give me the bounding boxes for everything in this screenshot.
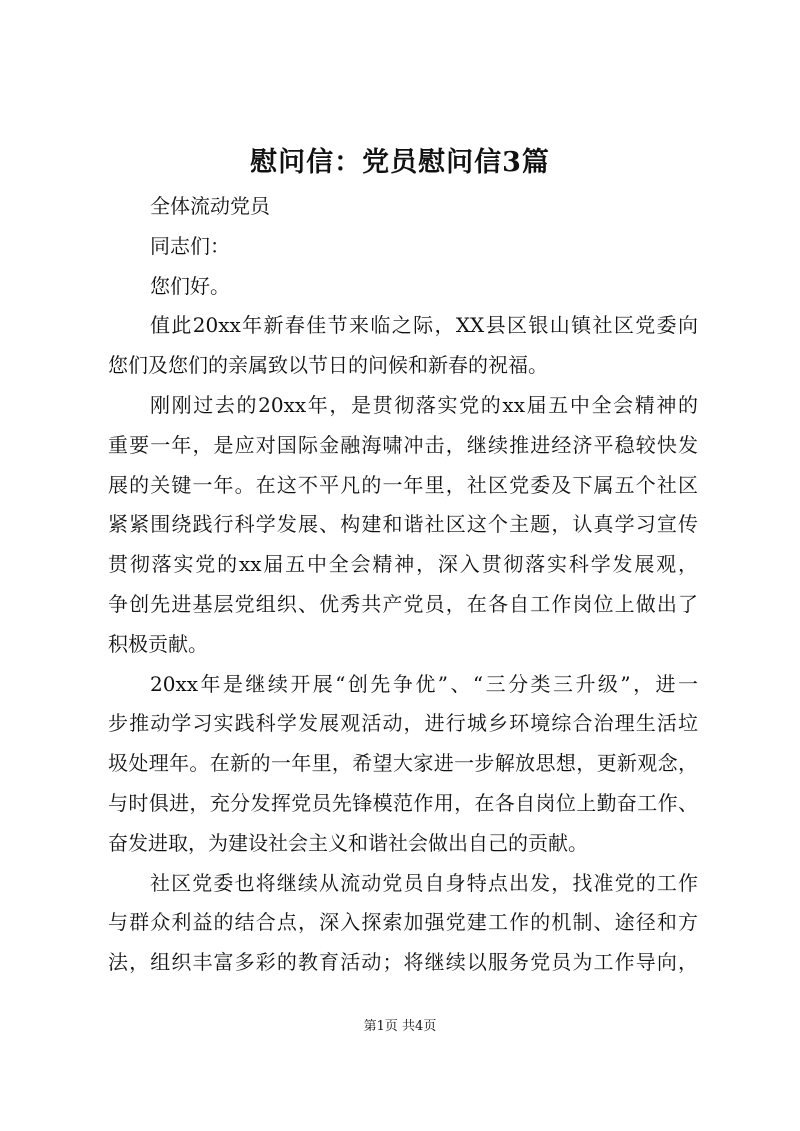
text-line: 与时俱进，充分发挥党员先锋模范作用，在各自岗位上勤奋工作、	[108, 790, 698, 815]
letter-body	[108, 187, 698, 983]
text-line: 与群众利益的结合点，深入探索加强党建工作的机制、途径和方	[108, 910, 698, 935]
text-line: 重要一年，是应对国际金融海啸冲击，继续推进经济平稳较快发	[108, 432, 698, 457]
text-line: 20xx年是继续开展“创先争优”、“三分类三升级”，进一	[150, 671, 698, 696]
page-title: 慰问信：党员慰问信3篇	[250, 147, 550, 178]
text-line: 同志们：	[150, 233, 230, 258]
text-line: 步推动学习实践科学发展观活动，进行城乡环境综合治理生活垃	[108, 711, 698, 736]
text-line: 您们好。	[150, 273, 230, 298]
text-line: 贯彻落实党的xx届五中全会精神，深入贯彻落实科学发展观，	[108, 552, 698, 577]
text-line: 展的关键一年。在这不平凡的一年里，社区党委及下属五个社区	[108, 472, 698, 497]
text-line: 刚刚过去的20xx年，是贯彻落实党的xx届五中全会精神的	[150, 392, 698, 417]
text-line: 争创先进基层党组织、优秀共产党员，在各自工作岗位上做出了	[108, 591, 698, 616]
page-footer: 第1页 共4页	[363, 1019, 437, 1034]
text-line: 社区党委也将继续从流动党员自身特点出发，找准党的工作	[150, 870, 698, 895]
text-line: 值此20xx年新春佳节来临之际，XX县区银山镇社区党委向	[150, 313, 698, 338]
text-line: 奋发进取，为建设社会主义和谐社会做出自己的贡献。	[108, 830, 588, 855]
text-line: 紧紧围绕践行科学发展、构建和谐社区这个主题，认真学习宣传	[108, 512, 698, 537]
text-line: 积极贡献。	[108, 631, 208, 656]
text-line: 圾处理年。在新的一年里，希望大家进一步解放思想，更新观念，	[108, 751, 698, 776]
text-line: 您们及您们的亲属致以节日的问候和新春的祝福。	[108, 353, 548, 378]
text-line: 全体流动党员	[150, 194, 270, 218]
text-line: 法，组织丰富多彩的教育活动；将继续以服务党员为工作导向，	[108, 950, 698, 975]
